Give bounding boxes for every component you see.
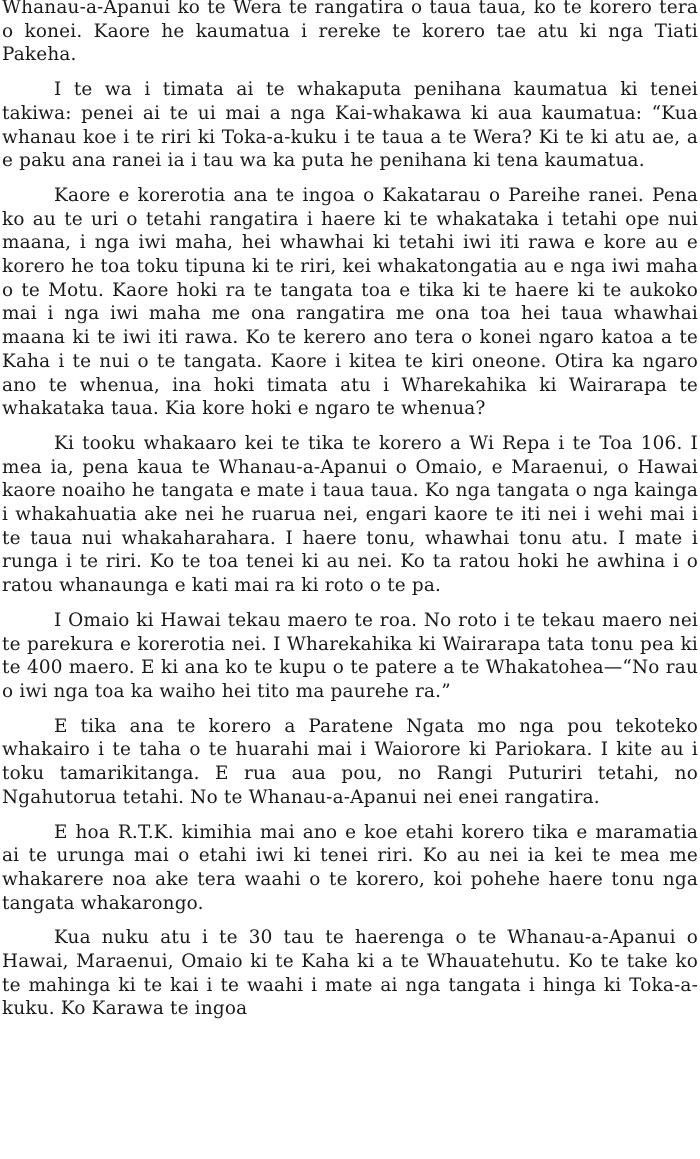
paragraph-8: Kua nuku atu i te 30 tau te haerenga o te Whanau-a-Apanui o Hawai, Maraenui, Omaio ki te Kaha ki a te Whauatehutu. Ko te take ko te mahinga ki te kai i te waahi i mate ai nga tangata i hinga ki Toka-a-kuku. Ko Karawa te ingoa (2, 927, 698, 1020)
paragraph-3: Kaore e korerotia ana te ingoa o Kakatarau o Pareihe ranei. Pena ko au te uri o tetahi rangatira i haere ki te whakataka i tetahi ope nui maana, i nga iwi maha, hei whawhai ki tetahi iwi iti rawa e kore au e korero he toa toku tipuna ki te riri, kei whakatongatia au e nga iwi maha o te Motu. Kaore hoki ra te tangata toa e tika ki te haere ki te aukoko mai i nga iwi maha me ona rangatira me ona toa hei taua whawhai maana ki te iwi iti rawa. Ko te kerero ano tera o konei ngaro katoa a te Kaha i te nui o te tangata. Kaore i kitea te kiri oneone. Otira ka ngaro ano te whenua, ina hoki timata atu i Wharekahika ki Wairarapa te whakataka taua. Kia kore hoki e ngaro te whenua? (2, 184, 698, 420)
paragraph-5: I Omaio ki Hawai tekau maero te roa. No roto i te tekau maero nei te parekura e korerotia nei. I Wharekahika ki Wairarapa tata tonu pea ki te 400 maero. E ki ana ko te kupu o te patere a te Whakatohea—“No rau o iwi nga toa ka waiho hei tito ma paurehe ra.” (2, 609, 698, 702)
paragraph-2: I te wa i timata ai te whakaputa penihana kaumatua ki tenei takiwa: penei ai te ui mai a nga Kai-whakawa ki aua kaumatua: “Kua whanau koe i te riri ki Toka-a-kuku i te taua a te Wera? Ki te ki atu ae, a e paku ana ranei ia i tau wa ka puta he penihana ki tena kaumatua. (2, 79, 698, 172)
paragraph-1: Whanau-a-Apanui ko te Wera te rangatira o taua taua, ko te korero tera o konei. Kaore he kaumatua i rereke te korero tae atu ki nga Tiati Pakeha. (2, 0, 698, 66)
paragraph-4: Ki tooku whakaaro kei te tika te korero a Wi Repa i te Toa 106. I mea ia, pena kaua te Whanau-a-Apanui o Omaio, e Maraenui, o Hawai kaore noaiho he tangata e mate i taua taua. Ko nga tangata o nga kainga i whakahuatia ake nei he ruarua nei, engari kaore te iti nei i wehi mai i te taua nui whakaharahara. I haere tonu, whawhai tonu atu. I mate i runga i te riri. Ko te toa tenei ki au nei. Ko ta ratou hoki he awhina i o ratou whanaunga e kati mai ra ki roto o te pa. (2, 432, 698, 597)
paragraph-6: E tika ana te korero a Paratene Ngata mo nga pou tekoteko whakairo i te taha o te huarahi mai i Waiorore ki Pariokara. I kite au i toku tamarikitanga. E rua aua pou, no Rangi Puturiri tetahi, no Ngahutorua tetahi. No te Whanau-a-Apanui nei enei rangatira. (2, 715, 698, 808)
paragraph-7: E hoa R.T.K. kimihia mai ano e koe etahi korero tika e maramatia ai te urunga mai o etahi iwi ki tenei riri. Ko au nei ia kei te mea me whakarere noa ake tera waahi o te korero, koi pohehe haere tonu nga tangata whakarongo. (2, 821, 698, 914)
